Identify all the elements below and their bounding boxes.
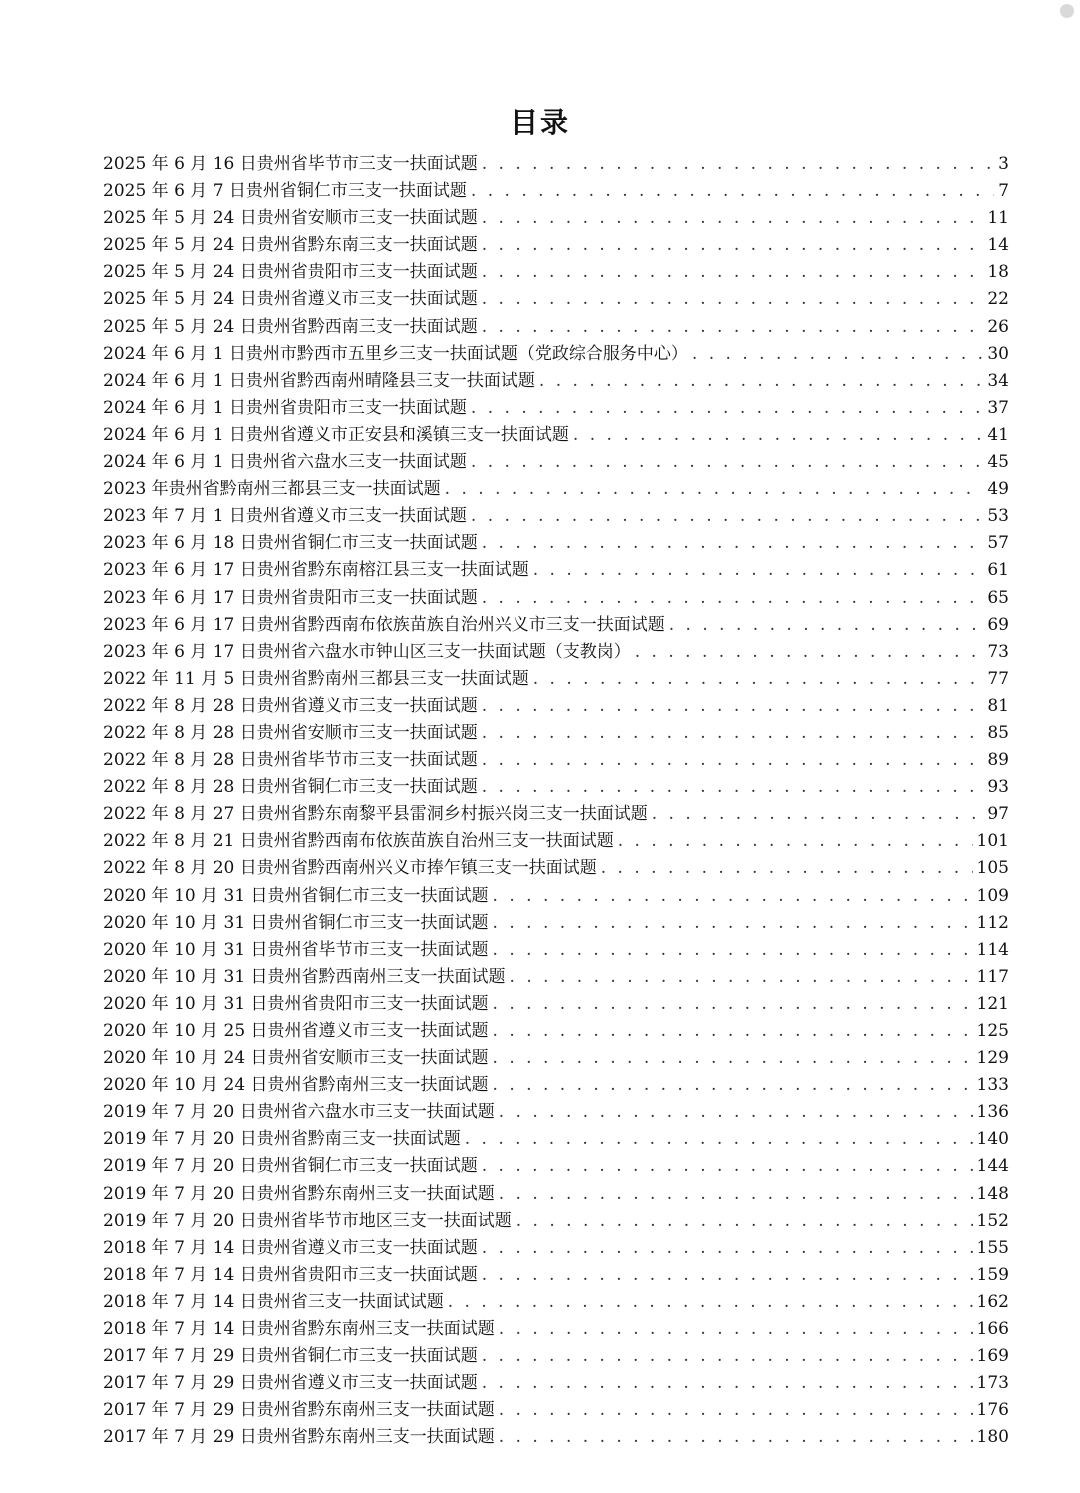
toc-dot-leader	[471, 395, 983, 422]
toc-entry[interactable]	[103, 1316, 1009, 1343]
toc-page-number: 159	[976, 1264, 1009, 1285]
toc-entry-title: 2018 年 7 月 14 日贵州省贵阳市三支一扶面试题	[103, 1264, 478, 1285]
toc-entry-title: 2023 年 6 月 17 日贵州省六盘水市钟山区三支一扶面试题（支教岗）	[103, 641, 631, 662]
toc-dot-leader	[652, 801, 984, 828]
corner-circle-icon	[1060, 4, 1074, 18]
toc-dot-leader	[510, 964, 973, 991]
toc-entry-title: 2018 年 7 月 14 日贵州省遵义市三支一扶面试题	[103, 1237, 478, 1258]
toc-entry[interactable]	[103, 1424, 1009, 1451]
toc-entry-title: 2018 年 7 月 14 日贵州省黔东南州三支一扶面试题	[103, 1319, 495, 1340]
toc-page-number: 41	[987, 424, 1009, 445]
toc-entry[interactable]	[103, 964, 1009, 991]
toc-entry-title: 2017 年 7 月 29 日贵州省铜仁市三支一扶面试题	[103, 1346, 478, 1367]
toc-dot-leader	[493, 1072, 973, 1099]
toc-dot-leader	[533, 666, 984, 693]
toc-page-number: 3	[998, 154, 1009, 174]
page-title: 目录	[509, 105, 570, 139]
toc-page-number: 93	[987, 777, 1009, 798]
toc-page-number: 11	[987, 208, 1009, 229]
toc-dot-leader	[618, 828, 973, 855]
toc-page-number: 81	[987, 695, 1009, 716]
toc-page-number: 85	[987, 722, 1009, 743]
toc-dot-leader	[482, 747, 984, 774]
toc-entry[interactable]	[103, 286, 1009, 313]
toc-entry[interactable]	[103, 503, 1009, 530]
toc-dot-leader	[493, 910, 973, 937]
toc-entry[interactable]	[103, 666, 1009, 693]
toc-entry-title: 2022 年 8 月 28 日贵州省毕节市三支一扶面试题	[103, 750, 478, 771]
toc-entry-title: 2023 年 6 月 17 日贵州省贵阳市三支一扶面试题	[103, 587, 478, 608]
toc-entry-title: 2022 年 8 月 21 日贵州省黔西南布依族苗族自治州三支一扶面试题	[103, 831, 614, 852]
toc-entry-title: 2025 年 5 月 24 日贵州省黔西南三支一扶面试题	[103, 316, 478, 337]
toc-entry[interactable]	[103, 639, 1009, 666]
toc-entry-title: 2023 年 6 月 17 日贵州省黔东南榕江县三支一扶面试题	[103, 560, 529, 581]
toc-page-number: 112	[976, 912, 1009, 933]
toc-entry-title: 2023 年 7 月 1 日贵州省遵义市三支一扶面试题	[103, 506, 467, 527]
toc-entry[interactable]	[103, 1343, 1009, 1370]
toc-entry-title: 2017 年 7 月 29 日贵州省遵义市三支一扶面试题	[103, 1373, 478, 1394]
toc-dot-leader	[499, 1181, 973, 1208]
toc-entry[interactable]	[103, 368, 1009, 395]
toc-entry-title: 2024 年 6 月 1 日贵州省贵阳市三支一扶面试题	[103, 397, 467, 418]
toc-page-number: 57	[987, 533, 1009, 554]
toc-page-number: 7	[998, 181, 1009, 202]
toc-page-number: 73	[987, 641, 1009, 662]
toc-dot-leader	[482, 1343, 973, 1370]
toc-page-number: 37	[987, 397, 1009, 418]
toc-entry[interactable]	[103, 178, 1009, 205]
toc-entry[interactable]	[103, 585, 1009, 612]
toc-dot-leader	[482, 259, 984, 286]
toc-dot-leader	[471, 503, 983, 530]
toc-entry[interactable]	[103, 1153, 1009, 1180]
toc-page-number: 169	[976, 1346, 1009, 1367]
toc-dot-leader	[482, 314, 984, 341]
toc-page-number: 136	[976, 1102, 1009, 1123]
toc-entry-title: 2018 年 7 月 14 日贵州省三支一扶面试试题	[103, 1291, 444, 1312]
toc-dot-leader	[493, 1018, 973, 1045]
toc-page-number: 109	[976, 885, 1009, 906]
toc-dot-leader	[471, 178, 994, 205]
toc-dot-leader	[573, 422, 983, 449]
toc-entry-title: 2019 年 7 月 20 日贵州省黔东南州三支一扶面试题	[103, 1183, 495, 1204]
toc-entry[interactable]	[103, 1397, 1009, 1424]
toc-entry-title: 2022 年 8 月 28 日贵州省遵义市三支一扶面试题	[103, 695, 478, 716]
toc-entry[interactable]	[103, 1018, 1009, 1045]
toc-entry[interactable]	[103, 151, 1009, 178]
toc-entry-title: 2020 年 10 月 31 日贵州省铜仁市三支一扶面试题	[103, 912, 489, 933]
toc-entry-title: 2020 年 10 月 24 日贵州省安顺市三支一扶面试题	[103, 1048, 489, 1069]
toc-page-number: 101	[976, 831, 1009, 852]
toc-page-number: 176	[976, 1400, 1009, 1421]
toc-entry[interactable]	[103, 774, 1009, 801]
toc-page-number: 45	[987, 452, 1009, 473]
toc-entry[interactable]	[103, 476, 1009, 503]
toc-page-number: 125	[976, 1021, 1009, 1041]
toc-page-number: 129	[976, 1048, 1009, 1069]
toc-entry-title: 2020 年 10 月 25 日贵州省遵义市三支一扶面试题	[103, 1021, 489, 1041]
toc-dot-leader	[601, 855, 973, 882]
toc-entry[interactable]	[103, 1045, 1009, 1072]
toc-entry-title: 2024 年 6 月 1 日贵州省六盘水三支一扶面试题	[103, 452, 467, 473]
toc-dot-leader	[482, 205, 984, 232]
toc-entry[interactable]	[103, 937, 1009, 964]
toc-page-number: 53	[987, 506, 1009, 527]
toc-entry-title: 2024 年 6 月 1 日贵州市黔西市五里乡三支一扶面试题（党政综合服务中心）	[103, 343, 688, 364]
toc-entry[interactable]	[103, 1235, 1009, 1262]
toc-entry[interactable]	[103, 232, 1009, 259]
toc-entry[interactable]	[103, 693, 1009, 720]
toc-page-number: 148	[976, 1183, 1009, 1204]
toc-page-number: 144	[976, 1156, 1009, 1177]
toc-dot-leader	[493, 991, 973, 1018]
toc-page-number: 162	[976, 1291, 1009, 1312]
toc-dot-leader	[445, 476, 984, 503]
toc-dot-leader	[482, 774, 984, 801]
toc-entry[interactable]	[103, 1181, 1009, 1208]
toc-page-number: 97	[987, 804, 1009, 825]
toc-page-number: 49	[987, 479, 1009, 500]
toc-entry[interactable]	[103, 883, 1009, 910]
toc-entry-title: 2023 年 6 月 17 日贵州省黔西南布依族苗族自治州兴义市三支一扶面试题	[103, 614, 665, 635]
toc-dot-leader	[482, 286, 984, 313]
toc-entry[interactable]	[103, 557, 1009, 584]
toc-page-number: 155	[976, 1237, 1009, 1258]
toc-entry[interactable]	[103, 1099, 1009, 1126]
toc-dot-leader	[516, 1208, 973, 1235]
toc-entry-title: 2025 年 5 月 24 日贵州省贵阳市三支一扶面试题	[103, 262, 478, 283]
toc-page-number: 117	[976, 966, 1009, 987]
toc-dot-leader	[482, 1235, 973, 1262]
toc-page-number: 69	[987, 614, 1009, 635]
toc-page-number: 61	[987, 560, 1009, 581]
toc-entry-title: 2023 年 6 月 18 日贵州省铜仁市三支一扶面试题	[103, 533, 478, 554]
toc-dot-leader	[482, 1153, 973, 1180]
toc-page-number: 121	[976, 993, 1009, 1014]
toc-page-number: 65	[987, 587, 1009, 608]
toc-dot-leader	[482, 1262, 973, 1289]
toc-entry-title: 2019 年 7 月 20 日贵州省铜仁市三支一扶面试题	[103, 1156, 478, 1177]
toc-entry[interactable]	[103, 1262, 1009, 1289]
toc-entry-title: 2020 年 10 月 24 日贵州省黔南州三支一扶面试题	[103, 1075, 489, 1096]
toc-page-number: 77	[987, 668, 1009, 689]
toc-page-number: 14	[987, 235, 1009, 256]
toc-entry-title: 2025 年 5 月 24 日贵州省黔东南三支一扶面试题	[103, 235, 478, 256]
toc-dot-leader	[533, 557, 984, 584]
toc-dot-leader	[493, 883, 973, 910]
toc-page-number: 114	[976, 939, 1009, 960]
toc-entry-title: 2019 年 7 月 20 日贵州省六盘水市三支一扶面试题	[103, 1102, 495, 1123]
toc-entry-title: 2019 年 7 月 20 日贵州省黔南三支一扶面试题	[103, 1129, 461, 1150]
toc-dot-leader	[482, 1370, 973, 1397]
toc-dot-leader	[482, 530, 984, 557]
toc-entry[interactable]	[103, 259, 1009, 286]
toc-page-number: 133	[976, 1075, 1009, 1096]
toc-page-number: 173	[976, 1373, 1009, 1394]
toc-entry[interactable]	[103, 910, 1009, 937]
toc-dot-leader	[448, 1289, 973, 1316]
toc-entry[interactable]	[103, 747, 1009, 774]
toc-dot-leader	[482, 585, 984, 612]
toc-page-number: 166	[976, 1319, 1009, 1340]
toc-entry[interactable]	[103, 1370, 1009, 1397]
toc-entry[interactable]	[103, 341, 1009, 368]
toc-dot-leader	[692, 341, 983, 368]
toc-entry[interactable]	[103, 612, 1009, 639]
toc-entry-title: 2025 年 5 月 24 日贵州省遵义市三支一扶面试题	[103, 289, 478, 310]
toc-entry-title: 2020 年 10 月 31 日贵州省贵阳市三支一扶面试题	[103, 993, 489, 1014]
toc-page-number: 152	[976, 1210, 1009, 1231]
toc-entry-title: 2020 年 10 月 31 日贵州省黔西南州三支一扶面试题	[103, 966, 506, 987]
toc-dot-leader	[499, 1397, 973, 1424]
toc-entry[interactable]	[103, 1208, 1009, 1235]
toc-page-number: 26	[987, 316, 1009, 337]
toc-entry-title: 2025 年 6 月 7 日贵州省铜仁市三支一扶面试题	[103, 181, 467, 202]
toc-entry-title: 2022 年 11 月 5 日贵州省黔南州三都县三支一扶面试题	[103, 668, 529, 689]
toc-page-number: 105	[976, 858, 1009, 879]
table-of-contents	[103, 151, 1009, 1452]
toc-entry-title: 2019 年 7 月 20 日贵州省毕节市地区三支一扶面试题	[103, 1210, 512, 1231]
toc-entry-title: 2025 年 6 月 16 日贵州省毕节市三支一扶面试题	[103, 154, 478, 174]
toc-dot-leader	[482, 151, 994, 178]
toc-dot-leader	[482, 720, 984, 747]
toc-dot-leader	[539, 368, 983, 395]
toc-page-number: 140	[976, 1129, 1009, 1150]
toc-entry-title: 2020 年 10 月 31 日贵州省铜仁市三支一扶面试题	[103, 885, 489, 906]
toc-page-number: 89	[987, 750, 1009, 771]
toc-dot-leader	[669, 612, 984, 639]
toc-entry[interactable]	[103, 801, 1009, 828]
toc-entry-title: 2022 年 8 月 27 日贵州省黔东南黎平县雷洞乡村振兴岗三支一扶面试题	[103, 804, 648, 825]
toc-entry-title: 2022 年 8 月 28 日贵州省安顺市三支一扶面试题	[103, 722, 478, 743]
toc-dot-leader	[482, 693, 984, 720]
toc-entry[interactable]	[103, 530, 1009, 557]
toc-dot-leader	[499, 1424, 973, 1451]
toc-dot-leader	[471, 449, 983, 476]
toc-entry[interactable]	[103, 855, 1009, 882]
toc-entry[interactable]	[103, 449, 1009, 476]
toc-page-number: 180	[976, 1427, 1009, 1448]
toc-entry-title: 2025 年 5 月 24 日贵州省安顺市三支一扶面试题	[103, 208, 478, 229]
toc-entry[interactable]	[103, 1126, 1009, 1153]
toc-dot-leader	[499, 1316, 973, 1343]
toc-entry-title: 2022 年 8 月 20 日贵州省黔西南州兴义市捧乍镇三支一扶面试题	[103, 858, 597, 879]
toc-entry-title: 2023 年贵州省黔南州三都县三支一扶面试题	[103, 479, 441, 500]
toc-page-number: 22	[987, 289, 1009, 310]
toc-entry-title: 2020 年 10 月 31 日贵州省毕节市三支一扶面试题	[103, 939, 489, 960]
toc-entry[interactable]	[103, 395, 1009, 422]
toc-entry-title: 2024 年 6 月 1 日贵州省遵义市正安县和溪镇三支一扶面试题	[103, 424, 569, 445]
toc-entry[interactable]	[103, 828, 1009, 855]
toc-entry-title: 2017 年 7 月 29 日贵州省黔东南州三支一扶面试题	[103, 1427, 495, 1448]
toc-entry-title: 2022 年 8 月 28 日贵州省铜仁市三支一扶面试题	[103, 777, 478, 798]
toc-entry[interactable]	[103, 991, 1009, 1018]
toc-entry[interactable]	[103, 1072, 1009, 1099]
toc-entry[interactable]	[103, 422, 1009, 449]
toc-dot-leader	[482, 232, 984, 259]
toc-dot-leader	[465, 1126, 973, 1153]
toc-page-number: 30	[987, 343, 1009, 364]
toc-entry-title: 2017 年 7 月 29 日贵州省黔东南州三支一扶面试题	[103, 1400, 495, 1421]
toc-dot-leader	[499, 1099, 973, 1126]
toc-entry-title: 2024 年 6 月 1 日贵州省黔西南州晴隆县三支一扶面试题	[103, 370, 535, 391]
toc-dot-leader	[635, 639, 984, 666]
toc-entry[interactable]	[103, 1289, 1009, 1316]
toc-dot-leader	[493, 1045, 973, 1072]
toc-page-number: 34	[987, 370, 1009, 391]
toc-page-number: 18	[987, 262, 1009, 283]
toc-entry[interactable]	[103, 205, 1009, 232]
toc-entry[interactable]	[103, 314, 1009, 341]
toc-dot-leader	[493, 937, 973, 964]
toc-entry[interactable]	[103, 720, 1009, 747]
